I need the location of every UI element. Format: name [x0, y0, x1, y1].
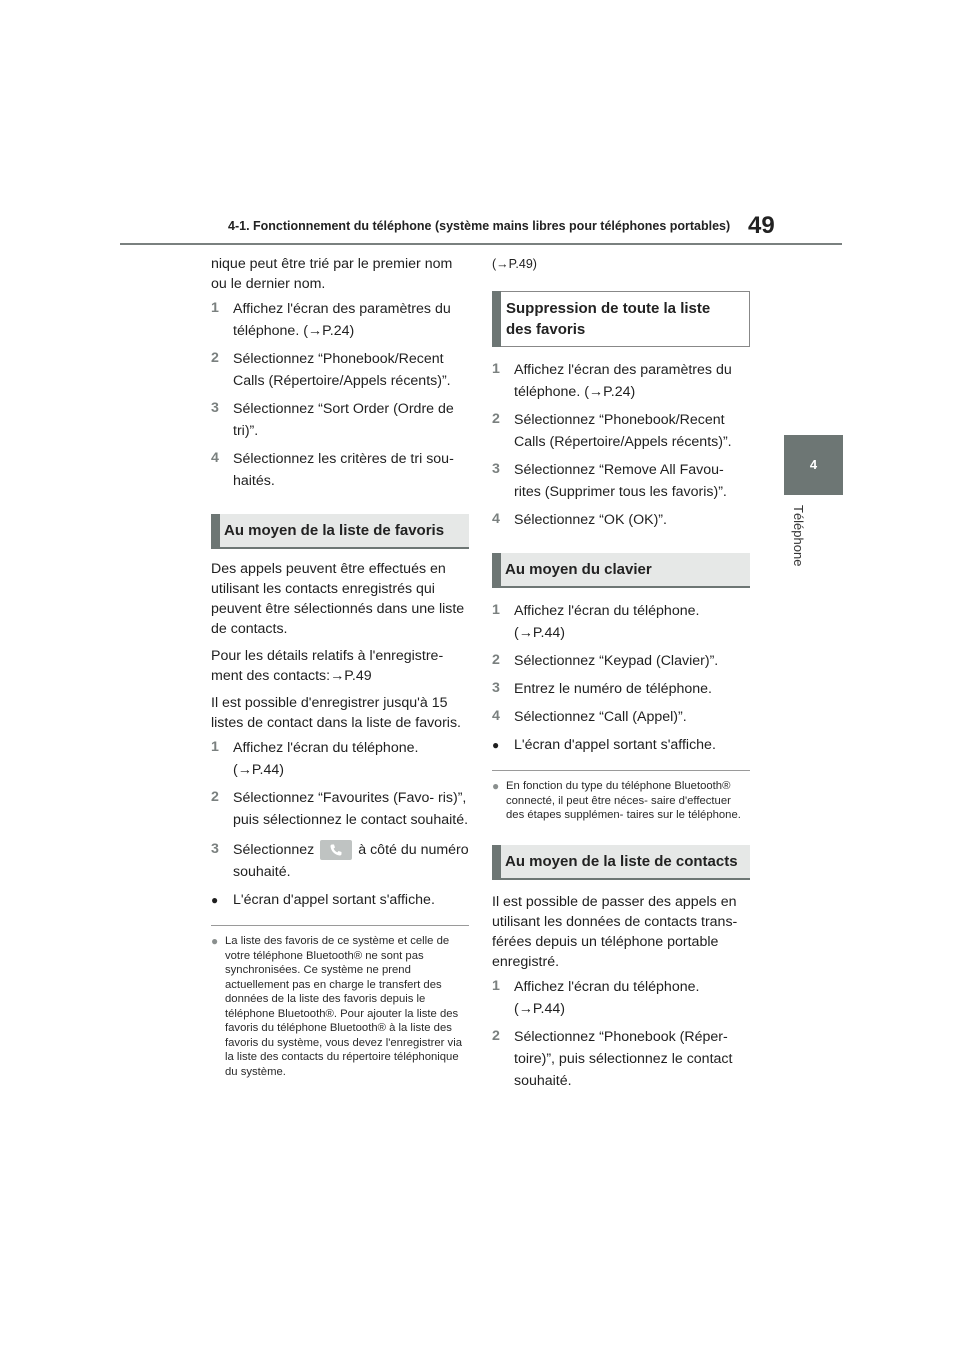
step-number: 2	[492, 652, 500, 668]
step-text: Affichez l'écran du téléphone. (→P.44)	[514, 603, 700, 641]
chapter-tab: 4	[784, 435, 843, 495]
step-number: 2	[211, 789, 219, 805]
step-number: 1	[211, 300, 219, 316]
step-text: Sélectionnez “Call (Appel)”.	[514, 709, 687, 725]
section-accent-bar	[492, 291, 501, 347]
step-number: 3	[211, 400, 219, 416]
bullet-icon: ●	[492, 738, 500, 752]
step-item	[492, 409, 750, 453]
step-item	[211, 839, 469, 883]
phone-button	[320, 840, 352, 860]
step-number: 2	[492, 411, 500, 427]
step-text: Sélectionnez les critères de tri sou- haités.	[233, 451, 454, 489]
bullet-text: L'écran d'appel sortant s'affiche.	[233, 892, 435, 908]
section-title: Au moyen du clavier	[505, 561, 652, 578]
intro-text: nique peut être trié par le premier nom ou le dernier nom.	[211, 256, 453, 292]
step-item	[492, 359, 750, 403]
step-item	[211, 348, 469, 392]
step-number: 3	[492, 680, 500, 696]
right-column	[492, 254, 750, 1098]
result-bullet	[492, 734, 750, 756]
paragraph: Pour les détails relatifs à l'enregistre- ment des contacts:→P.49	[211, 648, 444, 684]
step-item	[492, 509, 750, 531]
section-accent-bar	[492, 845, 501, 880]
step-number: 4	[492, 708, 500, 724]
step-number: 1	[211, 739, 219, 755]
step-item	[492, 600, 750, 644]
chapter-tab-label: Téléphone	[791, 505, 806, 567]
step-text: Affichez l'écran du téléphone. (→P.44)	[233, 740, 419, 778]
sort-steps	[211, 298, 469, 492]
page-number: 49	[748, 212, 775, 239]
step-text: Affichez l'écran des paramètres du téléphone. (→P.24)	[233, 301, 451, 339]
step-text: Sélectionnez “Phonebook/Recent Calls (Répertoire/Appels récents)”.	[233, 351, 451, 389]
note-divider	[492, 770, 750, 771]
step-text: Sélectionnez “Remove All Favou- rites (Supprimer tous les favoris)”.	[514, 462, 727, 500]
section-title: Au moyen de la liste de contacts	[505, 852, 738, 870]
step-text: Sélectionnez “Phonebook (Réper- toire)”, puis sélectionnez le contact souhaité.	[514, 1028, 733, 1089]
step-number: 1	[492, 361, 500, 377]
section-title: Au moyen de la liste de favoris	[224, 522, 445, 539]
page-reference: (→P.49)	[492, 257, 537, 271]
step-number: 3	[492, 461, 500, 477]
step-item	[211, 448, 469, 492]
step-text: Affichez l'écran des paramètres du téléphone. (→P.24)	[514, 362, 732, 400]
step-item	[211, 787, 469, 831]
section-heading-favourites	[211, 514, 469, 549]
step-text: Sélectionnez “Sort Order (Ordre de tri)”.	[233, 401, 454, 439]
step-number: 2	[492, 1027, 500, 1044]
section-accent-bar	[211, 514, 220, 549]
step-text: Sélectionnez “Phonebook/Recent Calls (Répertoire/Appels récents)”.	[514, 412, 732, 450]
step-item	[211, 398, 469, 442]
paragraph: Des appels peuvent être effectués en utilisant les contacts enregistrés qui peuvent être sélectionnés dans une liste de contacts.	[211, 561, 465, 637]
step-item	[492, 459, 750, 503]
step-text: Sélectionnez “Keypad (Clavier)”.	[514, 653, 719, 669]
step-text: Sélectionnez “Favourites (Favo- ris)”, puis sélectionnez le contact souhaité.	[233, 790, 469, 828]
result-bullet	[211, 889, 469, 911]
step-number: 3	[211, 841, 219, 857]
step-text: Sélectionnez “OK (OK)”.	[514, 512, 667, 528]
step-number: 1	[492, 977, 500, 994]
section-heading-contacts	[492, 845, 750, 880]
step-number: 1	[492, 602, 500, 618]
section-heading-delete-favourites	[492, 291, 750, 347]
info-note	[492, 779, 750, 823]
section-title: Suppression de toute la liste des favoris	[506, 300, 711, 338]
chapter-header: 4-1. Fonctionnement du téléphone (système mains libres pour téléphones portables)	[228, 219, 731, 233]
info-note	[211, 934, 469, 1079]
note-bullet-icon: ●	[211, 934, 219, 948]
note-divider	[211, 925, 469, 926]
step-item	[492, 1026, 750, 1092]
step-item	[492, 706, 750, 728]
section-accent-bar	[492, 553, 501, 588]
bullet-icon: ●	[211, 893, 219, 907]
step-text-post: à côté du numéro souhaité.	[233, 842, 469, 880]
step-number: 2	[211, 350, 219, 366]
step-item	[211, 737, 469, 781]
step-text: Entrez le numéro de téléphone.	[514, 681, 712, 697]
step-number: 4	[211, 450, 219, 466]
step-number: 4	[492, 511, 500, 527]
step-text-pre: Sélectionnez	[233, 842, 315, 858]
note-bullet-icon: ●	[492, 779, 500, 793]
bullet-text: L'écran d'appel sortant s'affiche.	[514, 737, 716, 753]
step-item	[492, 976, 750, 1020]
header-divider	[120, 243, 842, 245]
section-heading-keypad	[492, 553, 750, 588]
left-column	[211, 254, 469, 1079]
phone-icon	[329, 843, 343, 857]
note-text: La liste des favoris de ce système et celle de votre téléphone Bluetooth® ne sont pas synchronisées. Ce système ne prend actuellement pas en charge le transfert des données de la liste des favoris depuis le téléphone Bluetooth®. Pour ajouter la liste des favoris du téléphone Bluetooth® à la liste des favoris du système, vous devez l'enregistrer via la liste des contacts du répertoire téléphonique du système.	[225, 935, 462, 1078]
step-item	[211, 298, 469, 342]
step-item	[492, 650, 750, 672]
step-text: Affichez l'écran du téléphone. (→P.44)	[514, 978, 700, 1017]
step-text	[233, 839, 469, 883]
note-text: En fonction du type du téléphone Bluetooth® connecté, il peut être néces- saire d'effectuer des étapes supplémen- taires sur le téléphone.	[506, 780, 741, 821]
paragraph: Il est possible de passer des appels en utilisant les données de contacts trans- férées depuis un téléphone portable enregistré.	[492, 893, 738, 970]
step-item	[492, 678, 750, 700]
paragraph: Il est possible d'enregistrer jusqu'à 15 listes de contact dans la liste de favoris.	[211, 695, 461, 731]
